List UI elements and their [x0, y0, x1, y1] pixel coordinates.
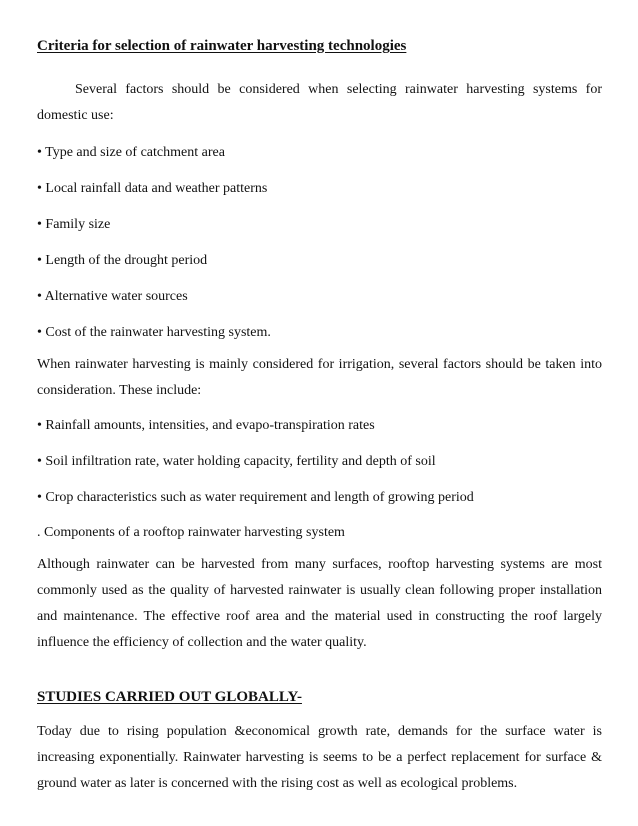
bullet-family-size: • Family size	[37, 217, 111, 232]
bullet-alternative-sources: • Alternative water sources	[37, 289, 188, 304]
bullet-soil-infiltration: • Soil infiltration rate, water holding capacity, fertility and depth of soil	[37, 454, 436, 469]
components-subheading: . Components of a rooftop rainwater harvesting system	[37, 525, 345, 540]
bullet-cost: • Cost of the rainwater harvesting system.	[37, 325, 271, 340]
bullet-drought-period: • Length of the drought period	[37, 253, 208, 268]
studies-paragraph: Today due to rising population &economical growth rate, demands for the surface water is increasing exponentially. Rainwater harvesting is seems to be a perfect replacement for surface & ground water as later is concerned with the rising cost as well as ecological problems.	[37, 724, 602, 791]
bullet-catchment: • Type and size of catchment area	[37, 145, 225, 160]
intro-paragraph: Several factors should be considered when selecting rainwater harvesting systems for domestic use:	[37, 82, 602, 123]
section-heading-criteria: Criteria for selection of rainwater harvesting technologies	[37, 38, 407, 54]
irrigation-intro-paragraph: When rainwater harvesting is mainly considered for irrigation, several factors should be taken into consideration. These include:	[37, 357, 602, 398]
document-page	[37, 36, 602, 797]
components-paragraph: Although rainwater can be harvested from many surfaces, rooftop harvesting systems are most commonly used as the quality of harvested rainwater is usually clean following proper installation and maintenance. The effective roof area and the material used in constructing the roof largely influence the efficiency of collection and the water quality.	[37, 557, 602, 650]
section-heading-studies: STUDIES CARRIED OUT GLOBALLY-	[37, 689, 302, 705]
bullet-rainfall-amounts: • Rainfall amounts, intensities, and evapo-transpiration rates	[37, 418, 375, 433]
bullet-crop-characteristics: • Crop characteristics such as water requirement and length of growing period	[37, 490, 474, 505]
bullet-rainfall-data: • Local rainfall data and weather patterns	[37, 181, 268, 196]
